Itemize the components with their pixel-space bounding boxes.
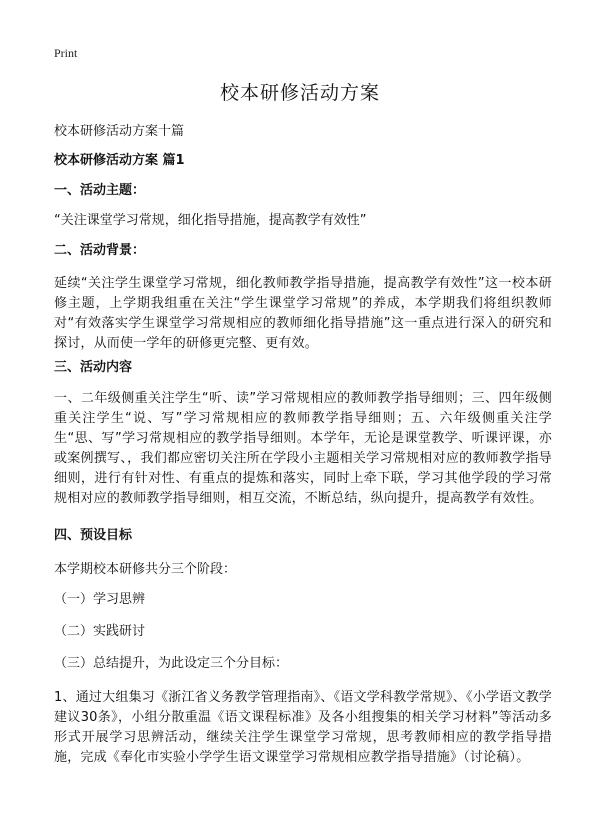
page-title: 校本研修活动方案 bbox=[219, 82, 380, 104]
heading-activity-background: 二、活动背景： bbox=[54, 243, 146, 258]
document-subtitle: 校本研修活动方案十篇 bbox=[54, 124, 185, 139]
heading-activity-theme: 一、活动主题： bbox=[54, 183, 146, 198]
heading-preset-goals: 四、预设目标 bbox=[54, 528, 133, 543]
goal-1-text: 1、通过大组集习《浙江省义务教学管理指南》、《语文学科教学常规》、《小学语文教学建议30条》，小组分散重温《语文课程标准》及各小组搜集的相关学习材料”等活动多形式开展学习思辨活动，继续关注学生课堂学习常规，思考教师相应的教学指导措施，完成《奉化市实验小学学生语文课堂学习常规相应教学指导措施》（讨论稿）。 bbox=[54, 690, 552, 765]
stage-2-text: （二）实践研讨 bbox=[54, 624, 146, 639]
activity-content-text: 一、二年级侧重关注学生“听、读”学习常规相应的教师教学指导细则；三、四年级侧重关注学生“说、写”学习常规相应的教师教学指导细则；五、六年级侧重关注学生“思、写”学习常规相应的教学指导细则。本学年，无论是课堂教学、听课评课，亦或案例撰写、，我们都应密切关注所在学段小主题相关学习常规相对应的教师教学指导细则，进行有针对性、有重点的提炼和落实，同时上牵下联，学习其他学段的学习常规相对应的教师教学指导细则，相互交流，不断总结，纵向提升，提高教学有效性。 bbox=[54, 391, 552, 506]
section-title: 校本研修活动方案 篇1 bbox=[54, 153, 185, 168]
activity-background-text: 延续“关注学生课堂学习常规，细化教师教学指导措施，提高教学有效性”这一校本研修主题，上学期我组重在关注“学生课堂学习常规”的养成，本学期我们将组织教师对“有效落实学生课堂学习常规相应的教师细化指导措施”这一重点进行深入的研究和探讨，从而使一学年的研修更完整、更有效。 bbox=[54, 276, 552, 351]
stages-intro-text: 本学期校本研修共分三个阶段： bbox=[54, 562, 237, 577]
stage-3-text: （三）总结提升，为此设定三个分目标： bbox=[54, 656, 289, 671]
heading-activity-content: 三、活动内容 bbox=[54, 360, 133, 375]
activity-theme-text: “关注课堂学习常规，细化指导措施，提高教学有效性” bbox=[54, 213, 367, 228]
print-link[interactable]: Print bbox=[54, 46, 78, 60]
stage-1-text: （一）学习思辨 bbox=[54, 592, 146, 607]
